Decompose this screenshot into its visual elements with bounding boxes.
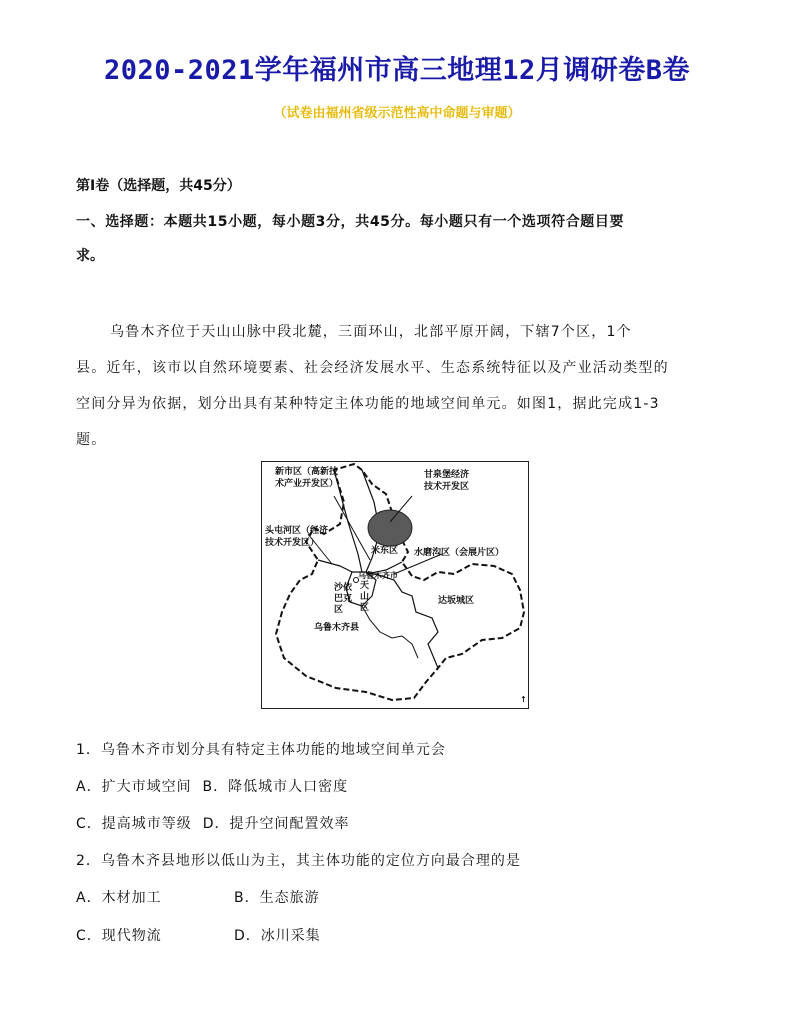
label-tianshan-1: 天 [360, 581, 370, 591]
page-subtitle: （试卷由福州省级示范性高中命题与审题） [273, 106, 521, 121]
question-2-options-ab [76, 888, 476, 908]
city-boundary [276, 464, 524, 700]
river [362, 606, 418, 658]
passage-line-3: 空间分异为依据，划分出具有某种特定主体功能的地域空间单元。如图1，据此完成1-3 [76, 396, 660, 412]
label-dabancheng: 达坂城区 [438, 596, 475, 606]
question-2-option-a: A．木材加工 [76, 890, 162, 906]
page-title: 2020-2021学年福州市高三地理12月调研卷B卷 [103, 55, 691, 86]
passage-line-2: 县。近年，该市以自然环境要素、社会经济发展水平、生态系统特征以及产业活动类型的 [76, 360, 669, 376]
question-1-option-b: B．降低城市人口密度 [202, 779, 349, 795]
district-boundary [366, 572, 438, 668]
label-toutunhe-2: 技术开发区） [265, 538, 320, 548]
question-2-option-c: C．现代物流 [76, 928, 162, 944]
figure-1-map [261, 461, 529, 709]
section-instruction-line1: 一、选择题：本题共15小题，每小题3分，共45分。每小题只有一个选项符合题目要 [76, 214, 625, 230]
section-heading: 第Ⅰ卷（选择题，共45分） [76, 178, 241, 194]
label-xinshi-1: 新市区（高新技 [275, 467, 339, 477]
north-arrow-icon: ↑ [520, 695, 527, 704]
question-1-options-ab [76, 777, 348, 797]
label-ganquanbao-1: 甘泉堡经济 [424, 470, 470, 480]
map-drawing [262, 462, 527, 707]
passage-line-4: 题。 [76, 432, 107, 448]
question-1-stem: 1．乌鲁木齐市划分具有特定主体功能的地域空间单元会 [76, 742, 446, 758]
label-urumqi-county: 乌鲁木齐县 [314, 623, 360, 633]
district-boundary [318, 560, 352, 572]
question-1-option-a: A．扩大市域空间 [76, 779, 192, 795]
label-urumqi-city: 乌鲁木齐市 [358, 571, 398, 580]
label-shayibake-2: 巴克 [334, 594, 353, 604]
label-shuimogou: 水磨沟区（会展片区） [414, 548, 505, 558]
label-midong: 米东区 [371, 546, 399, 556]
label-ganquanbao-2: 技术开发区 [424, 482, 470, 492]
question-1-options-cd [76, 814, 349, 834]
question-2-option-b: B．生态旅游 [234, 890, 320, 906]
label-shayibake-3: 区 [334, 605, 344, 615]
question-1-option-d: D．提升空间配置效率 [202, 816, 350, 832]
label-xinshi-2: 术产业开发区） [275, 479, 339, 489]
label-tianshan-2: 山 [360, 592, 370, 602]
label-shayibake-1: 沙依 [334, 583, 353, 593]
label-toutunhe-1: 头屯河区（经济 [265, 526, 329, 536]
ganquanbao-zone [368, 510, 412, 546]
question-2-stem: 2．乌鲁木齐县地形以低山为主，其主体功能的定位方向最合理的是 [76, 853, 521, 869]
passage-line-1: 乌鲁木齐位于天山山脉中段北麓，三面环山，北部平原开阔，下辖7个区，1个 [110, 324, 632, 340]
question-1-option-c: C．提高城市等级 [76, 816, 192, 832]
question-2-option-d: D．冰川采集 [234, 928, 321, 944]
section-instruction-line2: 求。 [76, 248, 104, 264]
label-tianshan-3: 区 [360, 603, 370, 613]
question-2-options-cd [76, 926, 476, 946]
